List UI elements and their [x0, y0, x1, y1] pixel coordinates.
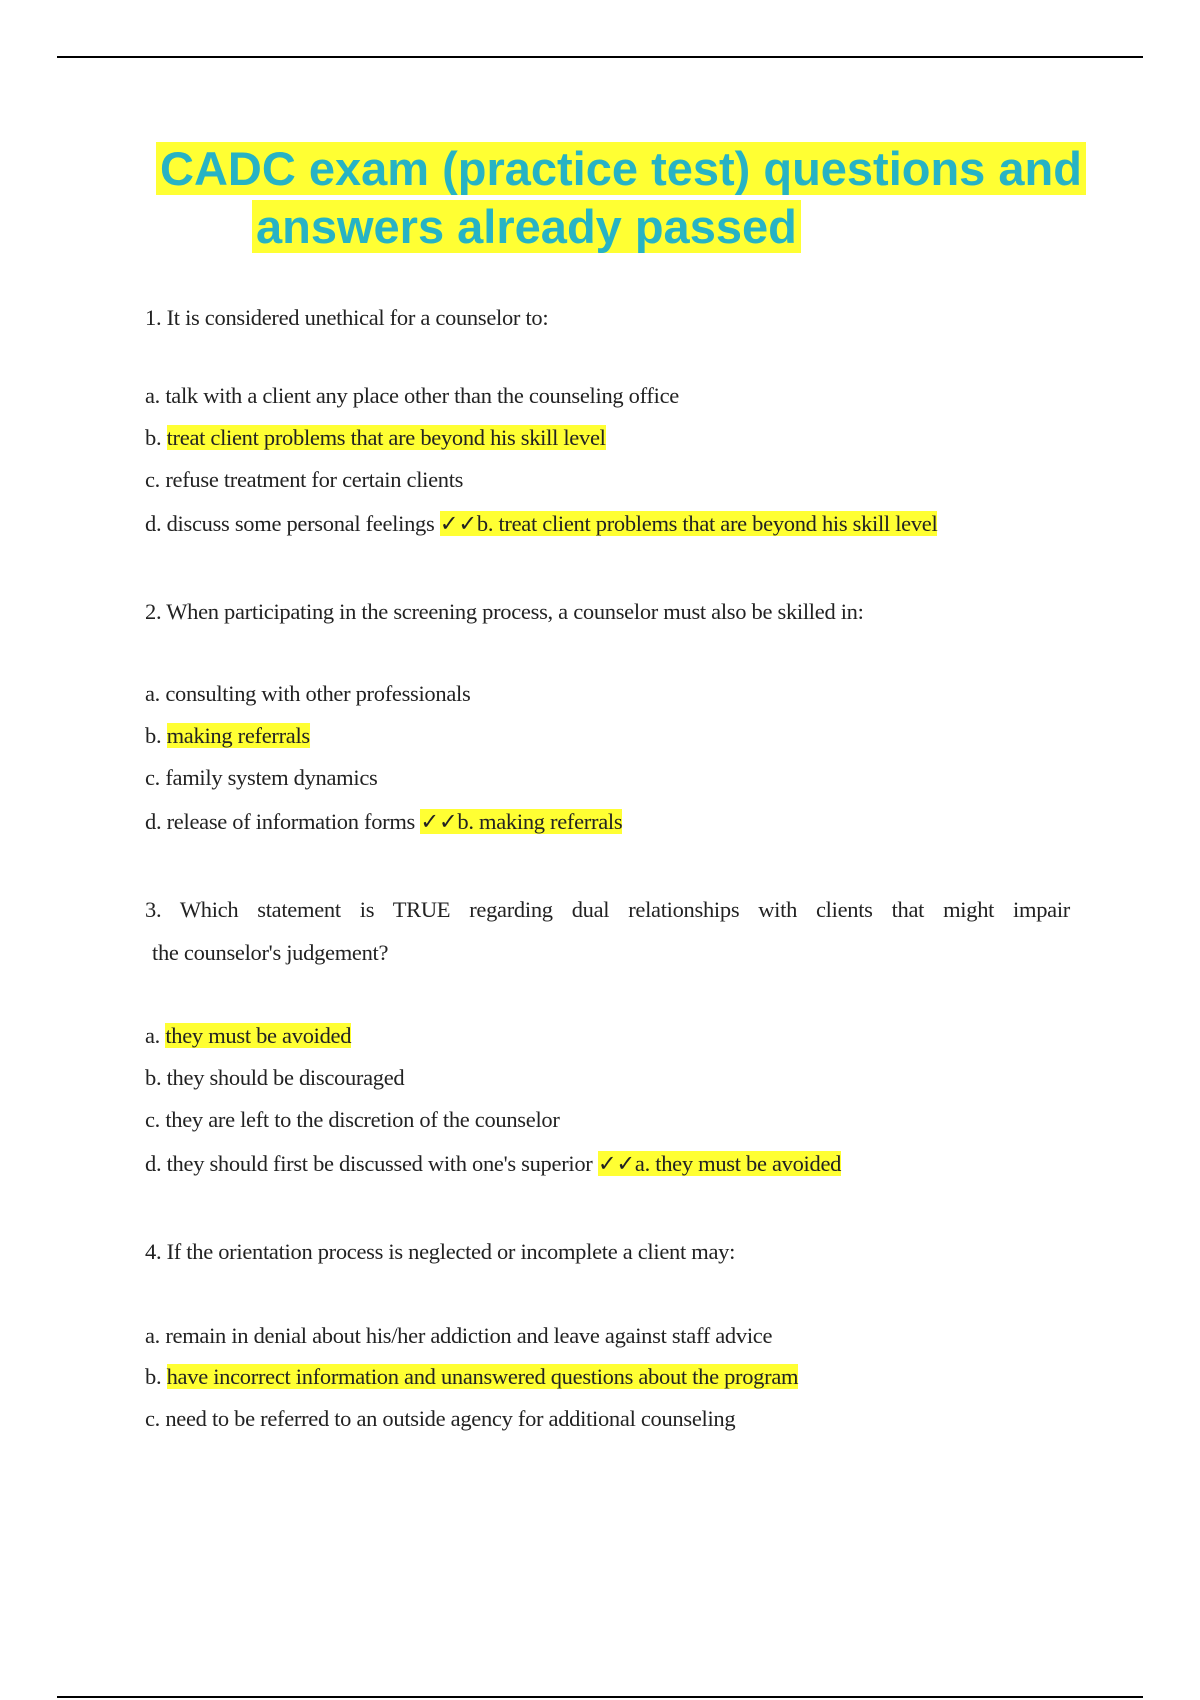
option-c: c. need to be referred to an outside agency for additional counseling	[145, 1406, 736, 1431]
question-prompt: 1. It is considered unethical for a counselor to:	[145, 305, 549, 330]
question-prompt-line-1: 3. Which statement is TRUE regarding dual relationships with clients that might impair	[145, 897, 1070, 922]
option-b: b. making referrals	[145, 723, 310, 748]
highlighted-answer: have incorrect information and unanswered questions about the program	[166, 1364, 799, 1389]
option-c: c. they are left to the discretion of the counselor	[145, 1107, 560, 1132]
option-a: a. talk with a client any place other than the counseling office	[145, 383, 679, 408]
answer-key: ✓✓a. they must be avoided	[597, 1151, 842, 1176]
answer-key: ✓✓b. treat client problems that are beyond his skill level	[439, 511, 938, 536]
footer-rule	[57, 1696, 1143, 1698]
question-prompt-line-2: the counselor's judgement?	[152, 940, 389, 965]
question-prompt: 2. When participating in the screening process, a counselor must also be skilled in:	[145, 599, 864, 624]
option-c: c. refuse treatment for certain clients	[145, 467, 464, 492]
question-prompt: 4. If the orientation process is neglected or incomplete a client may:	[145, 1239, 736, 1264]
option-b: b. they should be discouraged	[145, 1065, 405, 1090]
option-d: d. release of information forms ✓✓b. making referrals	[145, 809, 623, 834]
highlighted-answer: they must be avoided	[165, 1023, 352, 1048]
highlighted-answer: treat client problems that are beyond his skill level	[166, 425, 606, 450]
title-line-2: answers already passed	[252, 200, 801, 253]
answer-key: ✓✓b. making referrals	[420, 809, 623, 834]
option-c: c. family system dynamics	[145, 765, 378, 790]
highlighted-answer: making referrals	[166, 723, 310, 748]
option-a: a. consulting with other professionals	[145, 681, 471, 706]
option-b: b. treat client problems that are beyond his skill level	[145, 425, 606, 450]
title-line-1: CADC exam (practice test) questions and	[156, 142, 1086, 195]
header-rule	[57, 56, 1143, 58]
option-d: d. discuss some personal feelings ✓✓b. treat client problems that are beyond his skill level	[145, 511, 938, 536]
option-a: a. they must be avoided	[145, 1023, 352, 1048]
option-a: a. remain in denial about his/her addiction and leave against staff advice	[145, 1323, 773, 1348]
option-b: b. have incorrect information and unanswered questions about the program	[145, 1364, 799, 1389]
option-d: d. they should first be discussed with one's superior ✓✓a. they must be avoided	[145, 1151, 842, 1176]
